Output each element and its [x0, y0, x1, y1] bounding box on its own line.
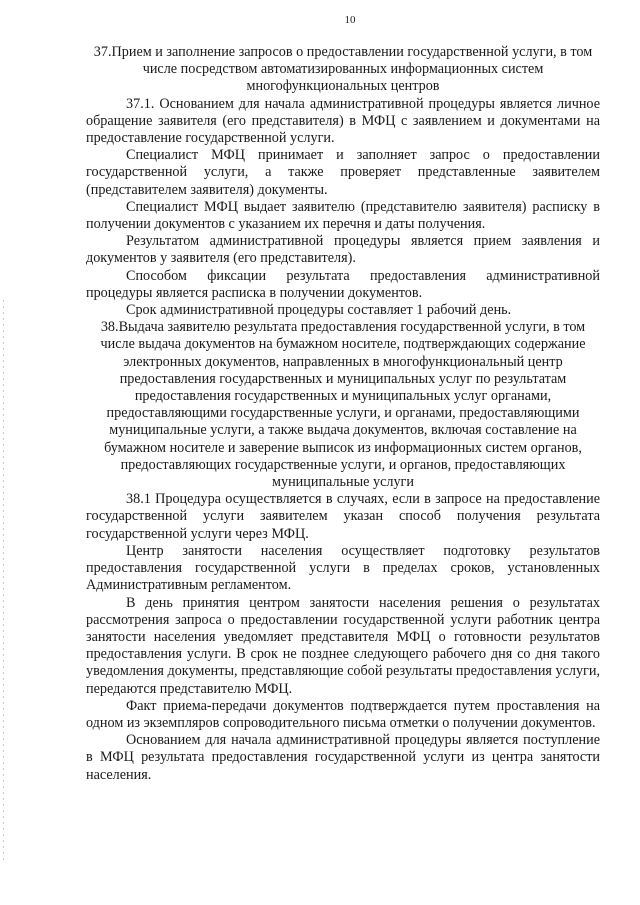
page-number: 10: [344, 14, 356, 26]
paragraph: Срок административной процедуры составляет 1 рабочий день.: [126, 302, 512, 319]
paragraph: Специалист МФЦ принимает и заполняет запрос о предоставлении государственной услуги, а также проверяет представленные заявителем (представителем заявителя) документы.: [86, 147, 600, 198]
paragraph: В день принятия центром занятости населения решения о результатах рассмотрения запроса о предоставлении государственной услуги работник центра занятости населения уведомляет представителя МФЦ о готовности результатов предоставления услуги. В срок не позднее следующего рабочего дня со дня такого уведомления документы, представляющие собой результаты предоставления услуги, передаются представителю МФЦ.: [86, 594, 601, 697]
paragraph: Центр занятости населения осуществляет подготовку результатов предоставления государственной услуги в пределах сроков, установленных Административным регламентом.: [86, 542, 600, 594]
section-37: [86, 44, 600, 319]
paragraph: Факт приема-передачи документов подтверждается путем проставления на одном из экземпляров сопроводительного письма отметки о получении документов.: [86, 697, 600, 731]
paragraph: Способом фиксации результата предоставления административной процедуры является расписка в получении документов.: [86, 267, 600, 301]
section-38: [86, 319, 600, 783]
section-38-heading: 38.Выдача заявителю результата предоставления государственной услуги, в том числе выдача документов на бумажном носителе, подтверждающих содержание электронных документов, направленных в многофункциональный центр предоставления государственных и муниципальных услуг по результатам предоставления государственных и муниципальных услуг органами, предоставляющими государственные услуги, и органами, предоставляющими муниципальные услуги, а также выдача документов, включая составление на бумажном носителе и заверение выписок из информационных систем органов, предоставляющих государственные услуги, и органов, предоставляющих муниципальные услуги: [100, 319, 586, 491]
paragraph: Основанием для начала административной процедуры является поступление в МФЦ результата предоставления государственной услуги из центра занятости населения.: [86, 732, 600, 783]
paragraph: Результатом административной процедуры является прием заявления и документов у заявителя (его представителя).: [86, 233, 600, 267]
scan-edge-mark: [3, 300, 4, 860]
paragraph: 37.1. Основанием для начала административной процедуры является личное обращение заявителя (его представителя) в МФЦ с заявлением и документами на предоставление государственной услуги.: [86, 95, 600, 147]
section-37-heading: 37.Прием и заполнение запросов о предоставлении государственной услуги, в том числе посредством автоматизированных информационных систем многофункциональных центров: [93, 44, 593, 95]
paragraph: Специалист МФЦ выдает заявителю (представителю заявителя) расписку в получении документов с указанием их перечня и даты получения.: [86, 198, 600, 233]
paragraph: 38.1 Процедура осуществляется в случаях, если в запросе на предоставление государственной услуги заявителем указан способ получения результата государственной услуги через МФЦ.: [86, 491, 600, 542]
